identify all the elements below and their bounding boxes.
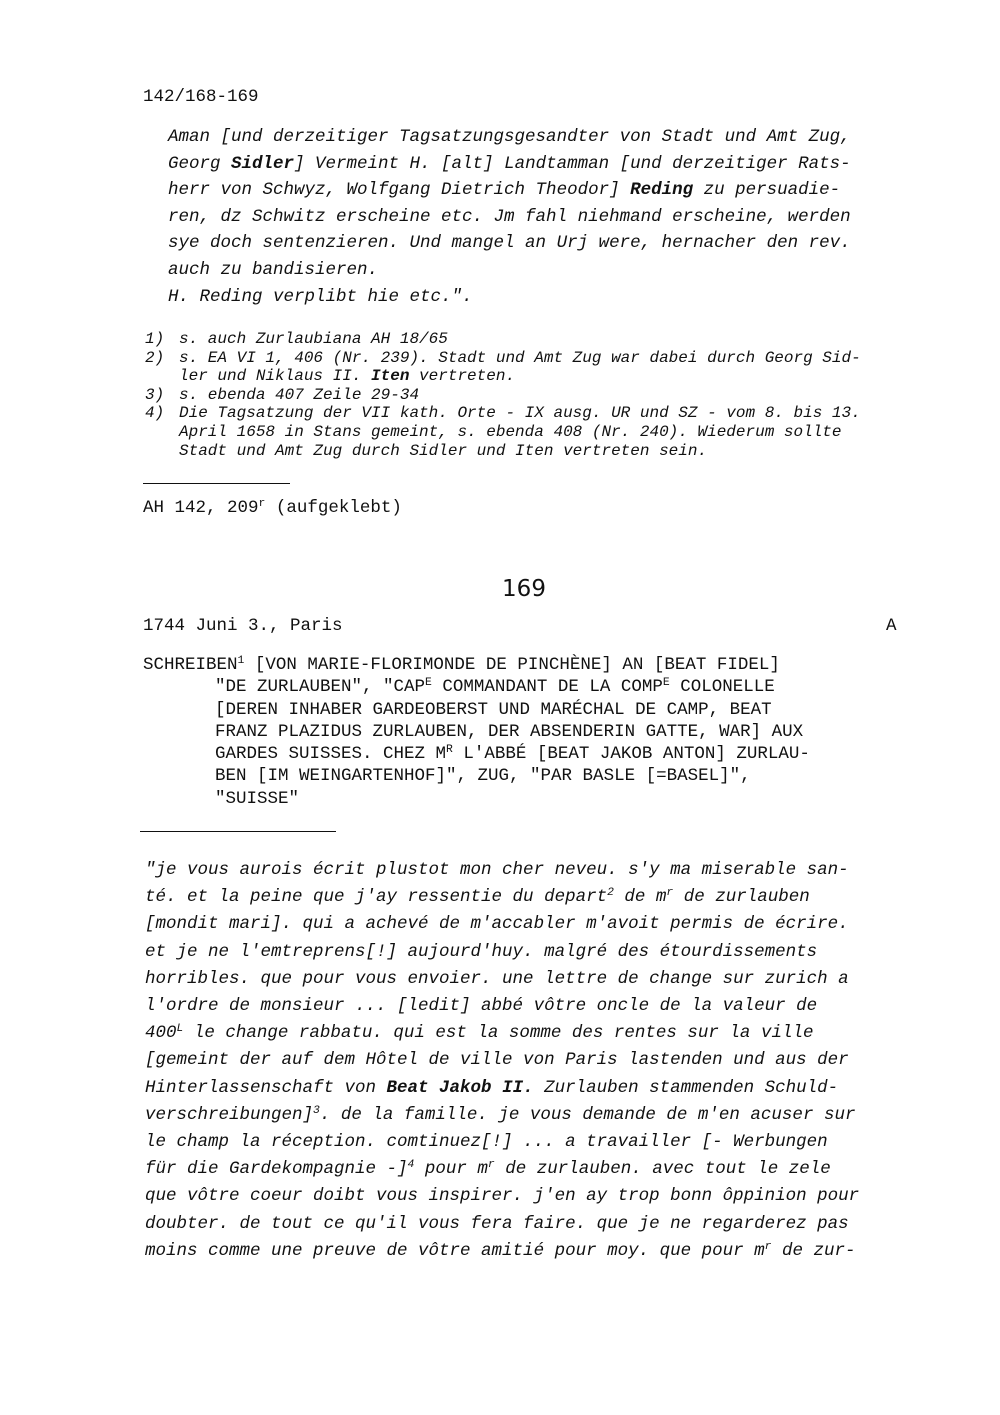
text-line [145, 857, 859, 884]
text-run: le champ la réception. comtinuez[!] ... a travailler [- Werbungen [145, 1132, 828, 1153]
text-line [145, 993, 859, 1020]
text-run: de zur- [771, 1240, 856, 1261]
source-reference [143, 498, 402, 518]
superscript: E [662, 677, 670, 690]
text-run: GARDES SUISSES. CHEZ M [215, 744, 447, 765]
superscript: 4 [407, 1158, 415, 1171]
text-run: horribles. que pour vous envoier. une lettre de change sur zurich a [145, 968, 849, 989]
superscript: R [446, 743, 453, 756]
continued-quote [168, 124, 851, 310]
text-run: [gemeint der auf dem Hôtel de ville von Paris lastenden und aus der [145, 1050, 849, 1071]
footnotes-section [145, 330, 861, 460]
footnote-text [179, 349, 861, 386]
regest-separator-rule [140, 831, 336, 832]
text-line [179, 349, 861, 368]
text-run: de zurlauben [673, 887, 810, 908]
text-run: Hinterlassenschaft von [145, 1077, 387, 1098]
superscript: 2 [607, 886, 614, 899]
text-run: "SUISSE" [215, 788, 300, 809]
text-run: FRANZ PLAZIDUS ZURLAUBEN, DER ABSENDERIN GATTE, WAR] AUX [215, 721, 804, 742]
text-run: Zurlauben stammenden Schuld- [533, 1077, 839, 1098]
superscript: r [764, 1240, 772, 1253]
superscript: 1 [237, 654, 245, 667]
text-run: April 1658 in Stans gemeint, s. ebenda 408 (Nr. 240). Wiederum sollte [179, 422, 842, 441]
text-run: et je ne l'emtreprens[!] aujourd'huy. malgré des étourdissements [145, 941, 818, 962]
text-run: BEN [IM WEINGARTENHOF]", ZUG, "PAR BASLE [=BASEL]", [215, 766, 751, 787]
text-line [143, 743, 810, 765]
text-run: für die Gardekompagnie -] [145, 1159, 408, 1180]
text-run: s. auch Zurlaubiana AH 18/65 [179, 330, 448, 348]
text-run: . de la famille. je vous demande de m'en acuser sur [319, 1104, 856, 1125]
text-line [168, 151, 851, 178]
document-regest [143, 654, 810, 810]
superscript: r [487, 1158, 495, 1171]
source-separator-rule [143, 483, 290, 484]
bold-name: Reding [630, 180, 694, 201]
text-line [145, 911, 859, 938]
text-run: pour m [414, 1159, 488, 1180]
text-run: [mondit mari]. qui a achevé de m'accabler m'avoit permis de écrire. [145, 914, 849, 935]
text-run: H. Reding verplibt hie etc.". [168, 286, 473, 307]
footnote-number: 1) [145, 330, 165, 348]
text-run: moins comme une preuve de vôtre amitié pour moy. que pour m [145, 1240, 765, 1261]
text-run: ren, dz Schwitz erscheine etc. Jm fahl niehmand erscheine, werden [168, 206, 851, 227]
text-line [145, 1238, 859, 1265]
footnote-number: 3) [145, 385, 165, 404]
text-run: sye doch sentenzieren. Und mangel an Urj were, hernacher den rev. [168, 233, 851, 254]
text-run: Die Tagsatzung der VII kath. Orte - IX ausg. UR und SZ - vom 8. bis 13. [179, 404, 861, 423]
text-run: SCHREIBEN [143, 655, 238, 675]
text-line [179, 404, 861, 423]
text-run: le change rabbatu. qui est la somme des rentes sur la ville [183, 1023, 814, 1044]
text-run: COLONELLE [669, 677, 775, 698]
text-line [145, 1211, 859, 1238]
document-date-place: 1744 Juni 3., Paris [143, 616, 343, 636]
text-line [143, 721, 810, 743]
superscript: E [425, 677, 432, 690]
text-run: de m [613, 887, 667, 908]
letter-transcription [145, 857, 859, 1265]
document-number: 169 [502, 576, 546, 602]
text-line [143, 788, 810, 810]
text-line [145, 1183, 859, 1210]
text-run: Georg [168, 153, 232, 174]
text-line [179, 442, 861, 461]
text-run: s. ebenda 407 Zeile 29-34 [179, 385, 420, 404]
text-line [179, 386, 419, 405]
superscript: r [666, 886, 674, 899]
text-line [145, 1020, 859, 1047]
text-line [168, 230, 851, 257]
text-run: l'ordre de monsieur ... [ledit] abbé vôtre oncle de la valeur de [145, 996, 818, 1017]
text-run: té. et la peine que j'ay ressentie du depart [145, 887, 608, 908]
bold-name: Sidler [231, 153, 295, 174]
text-line [143, 654, 810, 676]
text-line [168, 124, 851, 151]
text-run: [VON MARIE-FLORIMONDE DE PINCHÈNE] AN [BEAT FIDEL] [244, 655, 780, 675]
text-line [145, 884, 859, 911]
text-run: [DEREN INHABER GARDEOBERST UND MARÉCHAL DE CAMP, BEAT [215, 699, 772, 720]
text-run: zu persuadie- [693, 180, 841, 201]
footnote-text [179, 330, 448, 349]
footnote [145, 386, 861, 405]
text-line [168, 284, 851, 311]
superscript: L [176, 1022, 184, 1035]
text-run: Stadt und Amt Zug durch Sidler und Iten vertreten sein. [179, 441, 708, 460]
text-run: que vôtre coeur doibt vous inspirer. j'en ay trop bonn ôppinion pour [145, 1186, 860, 1207]
text-run: L'ABBÉ [BEAT JAKOB ANTON] ZURLAU- [452, 744, 810, 765]
document-type-code: A [886, 616, 897, 636]
page-reference: 142/168-169 [143, 87, 259, 107]
text-line [168, 204, 851, 231]
text-run: 400 [145, 1023, 177, 1044]
text-line [168, 177, 851, 204]
text-run: vertreten. [409, 367, 516, 386]
text-run: s. EA VI 1, 406 (Nr. 239). Stadt und Amt Zug war dabei durch Georg Sid- [179, 348, 861, 367]
text-line [145, 966, 859, 993]
text-run: ] Vermeint H. [alt] Landtamman [und derzeitiger Rats- [294, 153, 851, 174]
text-run: AH 142, 209 [143, 498, 259, 518]
text-line [168, 257, 851, 284]
text-run: "DE ZURLAUBEN", "CAP [215, 677, 426, 698]
text-line [143, 498, 402, 518]
text-run: "je vous aurois écrit plustot mon cher neveu. s'y ma miserable san- [145, 860, 849, 880]
text-run: (aufgeklebt) [265, 498, 402, 518]
text-run: de zurlauben. avec tout le zele [494, 1159, 831, 1180]
text-line [145, 1129, 859, 1156]
footnote-number: 2) [145, 348, 165, 367]
bold-name: Iten [371, 367, 410, 386]
footnote-text [179, 386, 419, 405]
text-run: auch zu bandisieren. [168, 259, 379, 280]
text-line [145, 939, 859, 966]
text-run: ler und Niklaus II. [179, 367, 372, 386]
text-line [145, 1075, 859, 1102]
text-line [145, 1102, 859, 1129]
footnote [145, 330, 861, 349]
text-line [179, 423, 861, 442]
text-line [145, 1156, 859, 1183]
superscript: r [258, 497, 266, 510]
footnote-number: 4) [145, 404, 165, 423]
footnote-text [179, 404, 861, 460]
text-line [143, 765, 810, 787]
text-run: COMMANDANT DE LA COMP [431, 677, 663, 698]
text-run: verschreibungen] [145, 1104, 314, 1125]
footnote [145, 404, 861, 460]
text-line [143, 676, 810, 698]
text-run: Aman [und derzeitiger Tagsatzungsgesandter von Stadt und Amt Zug, [168, 127, 851, 147]
footnote [145, 349, 861, 386]
superscript: 3 [313, 1104, 320, 1117]
text-line [179, 367, 861, 386]
text-line [179, 330, 448, 349]
text-line [143, 699, 810, 721]
text-run: doubter. de tout ce qu'il vous fera faire. que je ne regarderez pas [145, 1213, 849, 1234]
text-line [145, 1047, 859, 1074]
bold-name: Beat Jakob II. [386, 1077, 534, 1098]
text-run: herr von Schwyz, Wolfgang Dietrich Theodor] [168, 180, 631, 201]
